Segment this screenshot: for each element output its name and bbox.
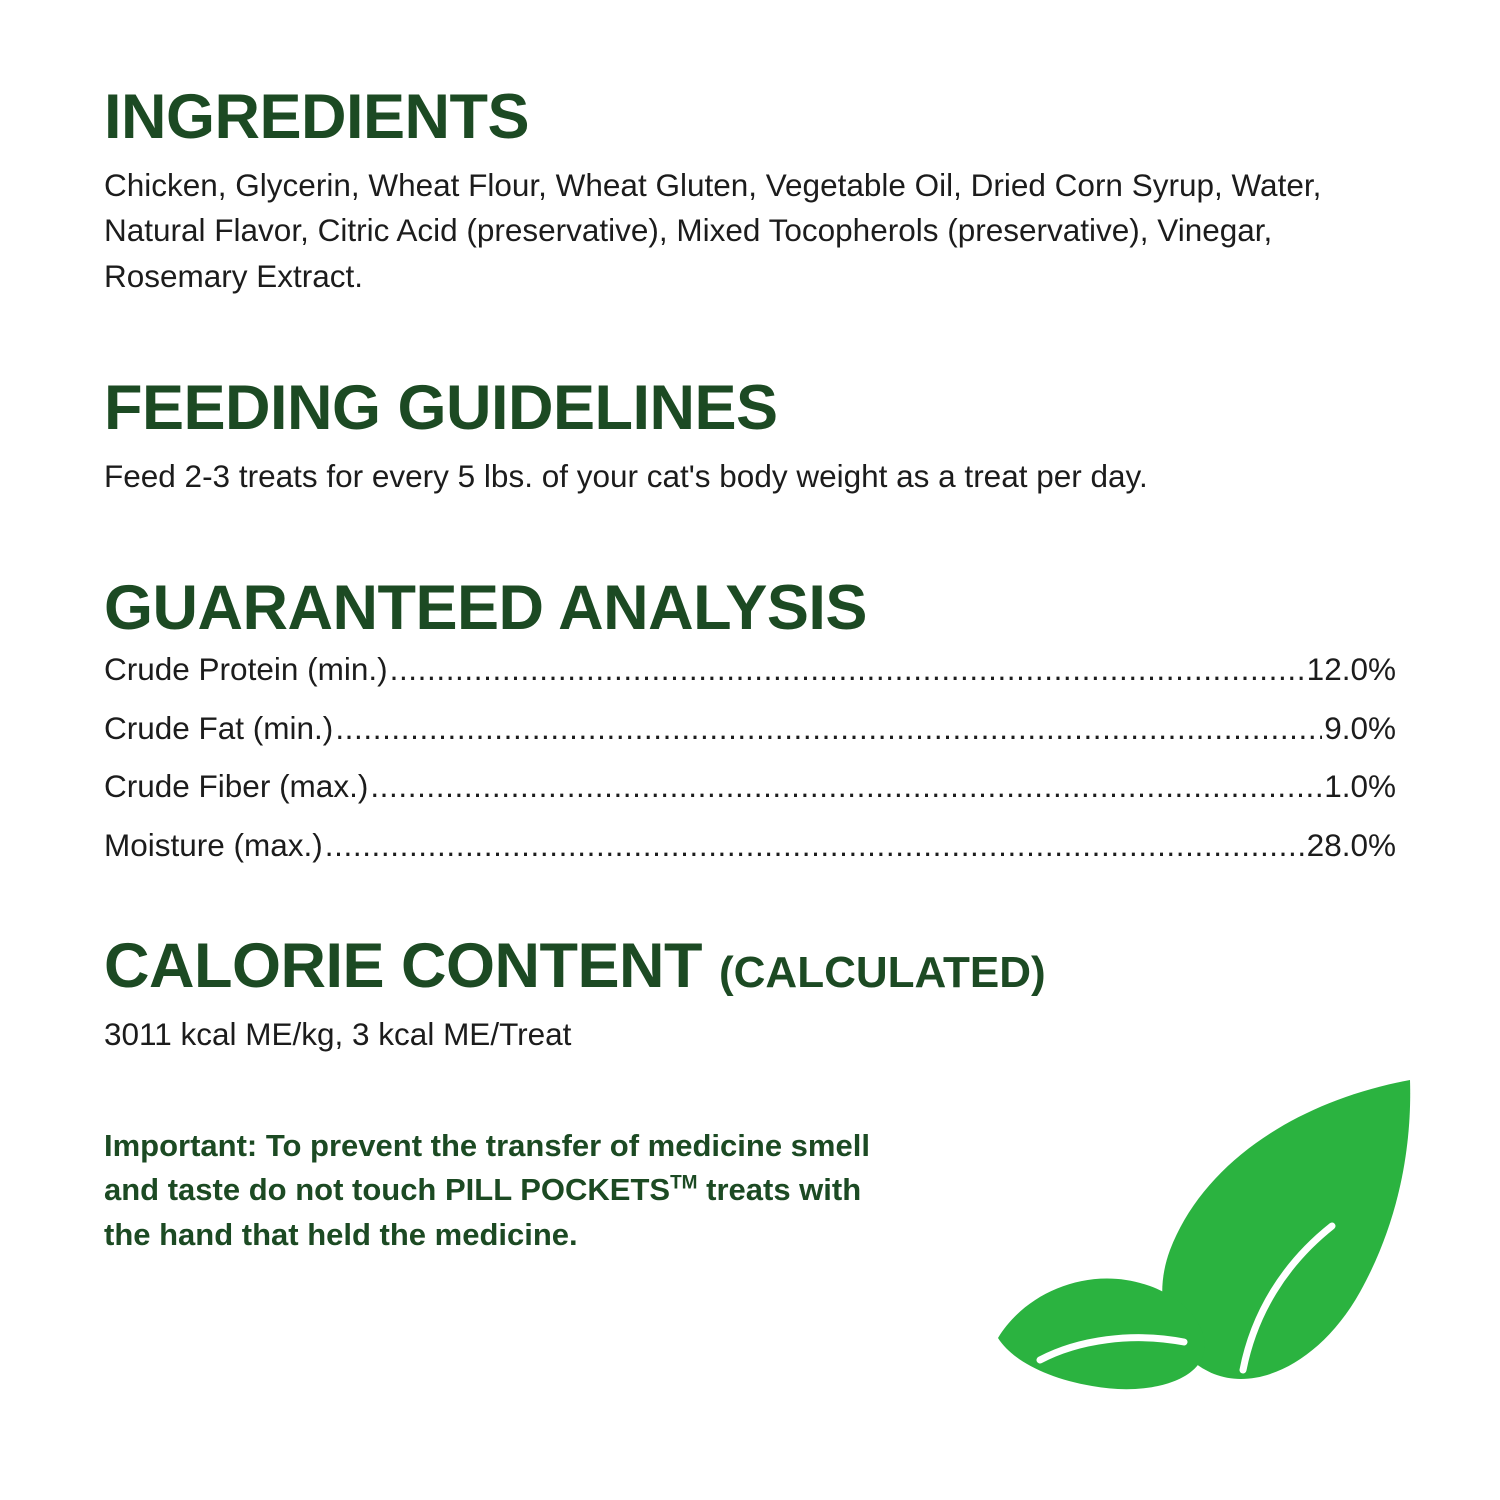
analysis-value: 9.0% [1324,709,1396,746]
analysis-label: Moisture (max.) [104,826,323,863]
calorie-content-heading [104,931,1404,1002]
analysis-row [104,768,1396,805]
important-notice-lead: Important: To prevent the transfer of medicine smell and taste do not touch [104,1127,870,1208]
important-notice-text [104,1124,914,1258]
calorie-content-heading-suffix: (CALCULATED) [719,948,1046,998]
leader-dots [325,830,1305,862]
brand-name: PILL POCKETS [445,1172,671,1208]
analysis-label: Crude Protein (min.) [104,651,388,688]
feeding-guidelines-text: Feed 2-3 treats for every 5 lbs. of your cat's body weight as a treat per day. [104,458,1148,495]
analysis-label: Crude Fat (min.) [104,709,334,746]
guaranteed-analysis-list [104,651,1396,863]
analysis-row [104,826,1396,863]
ingredients-text: Chicken, Glycerin, Wheat Flour, Wheat Gluten, Vegetable Oil, Dried Corn Syrup, Water, Natural Flavor, Citric Acid (preservative), Mixed Tocopherols (preservative), Vinegar, Rosemary Extract. [104,167,1322,294]
section-calorie-content [104,931,1404,1057]
section-ingredients [104,82,1404,299]
calorie-content-text: 3011 kcal ME/kg, 3 kcal ME/Treat [104,1016,572,1053]
ingredients-heading: INGREDIENTS [104,82,530,152]
important-notice-tail: treats with the hand that held the medicine. [104,1172,862,1253]
leader-dots [390,654,1305,686]
section-guaranteed-analysis [104,573,1404,863]
analysis-value: 1.0% [1324,768,1396,805]
guaranteed-analysis-heading: GUARANTEED ANALYSIS [104,573,867,644]
analysis-row [104,709,1396,746]
leaf-decoration [992,1074,1422,1404]
leader-dots [335,713,1322,745]
analysis-value: 12.0% [1306,651,1396,688]
feeding-guidelines-heading: FEEDING GUIDELINES [104,373,778,444]
analysis-value: 28.0% [1306,826,1396,863]
leader-dots [370,771,1322,803]
calorie-content-heading-main: CALORIE CONTENT [104,931,702,1002]
analysis-row [104,651,1396,688]
trademark-mark: TM [670,1173,698,1195]
leaf-icon [992,1074,1422,1404]
section-feeding-guidelines [104,373,1404,499]
analysis-label: Crude Fiber (max.) [104,768,369,805]
